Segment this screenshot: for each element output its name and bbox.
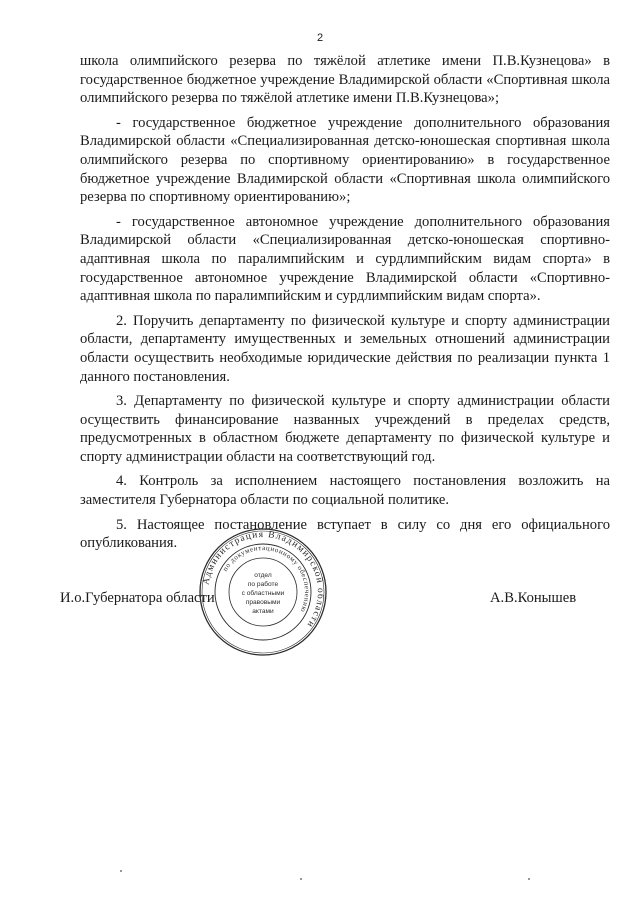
stamp-center-line-5: актами bbox=[252, 608, 274, 615]
document-body bbox=[80, 52, 610, 559]
official-stamp bbox=[198, 527, 328, 657]
paragraph-item-5: 5. Настоящее постановление вступает в силу со дня его официального опубликования. bbox=[80, 516, 610, 552]
paragraph-item-2: 2. Поручить департаменту по физической культуре и спорту администрации области, департаменту имущественных и земельных отношений администрации области осуществить необходимые юридические действия по реализации пункта 1 данного постановления. bbox=[80, 312, 610, 385]
scan-speck bbox=[528, 878, 530, 880]
stamp-center-line-3: с областными bbox=[241, 590, 285, 597]
stamp-center-line-2: по работе bbox=[247, 581, 279, 588]
paragraph-continuation: школа олимпийского резерва по тяжёлой атлетике имени П.В.Кузнецова» в государственное бюджетное учреждение Владимирской области «Спортивная школа олимпийского резерва по тяжёлой атлетике имени П.В.Кузнецова»; bbox=[80, 53, 610, 107]
paragraph-item-3: 3. Департаменту по физической культуре и спорту администрации области осуществить финансирование названных учреждений в пределах средств, предусмотренных в областном бюджете департаменту по физической культуре и спорту администрации области на соответствующий год. bbox=[80, 393, 610, 465]
paragraph-list-item-orienteering: - государственное бюджетное учреждение дополнительного образования Владимирской области «Специализированная детско-юношеская спортивная школа олимпийского резерва по спортивному ориентированию» в государственное бюджетное учреждение Владимирской области «Спортивная школа олимпийского резерва по спортивному ориентированию»; bbox=[80, 114, 610, 206]
stamp-graphic bbox=[198, 527, 328, 657]
signatory-title: И.о.Губернатора области bbox=[60, 590, 215, 606]
paragraph-item-4: 4. Контроль за исполнением настоящего постановления возложить на заместителя Губернатора области по социальной политике. bbox=[80, 473, 610, 509]
stamp-outer-text: Администрация Владимирской области bbox=[201, 529, 326, 630]
stamp-inner-text: по документационному обеспечению bbox=[221, 543, 312, 614]
scan-speck bbox=[300, 878, 302, 880]
paragraph-list-item-adaptive: - государственное автономное учреждение дополнительного образования Владимирской области «Специализированная детско-юношеская спортивно-адаптивная школа по паралимпийским и сурдлимпийским видам спорта» в государственное автономное учреждение Владимирской области «Спортивно-адаптивная школа по паралимпийским и сурдлимпийским видам спорта». bbox=[80, 213, 610, 305]
page-number: 2 bbox=[316, 32, 324, 44]
scan-speck bbox=[120, 870, 122, 872]
signatory-name: А.В.Конышев bbox=[490, 590, 577, 606]
stamp-center-line-4: правовыми bbox=[245, 599, 281, 606]
stamp-center-line-1: отдел bbox=[254, 572, 272, 579]
